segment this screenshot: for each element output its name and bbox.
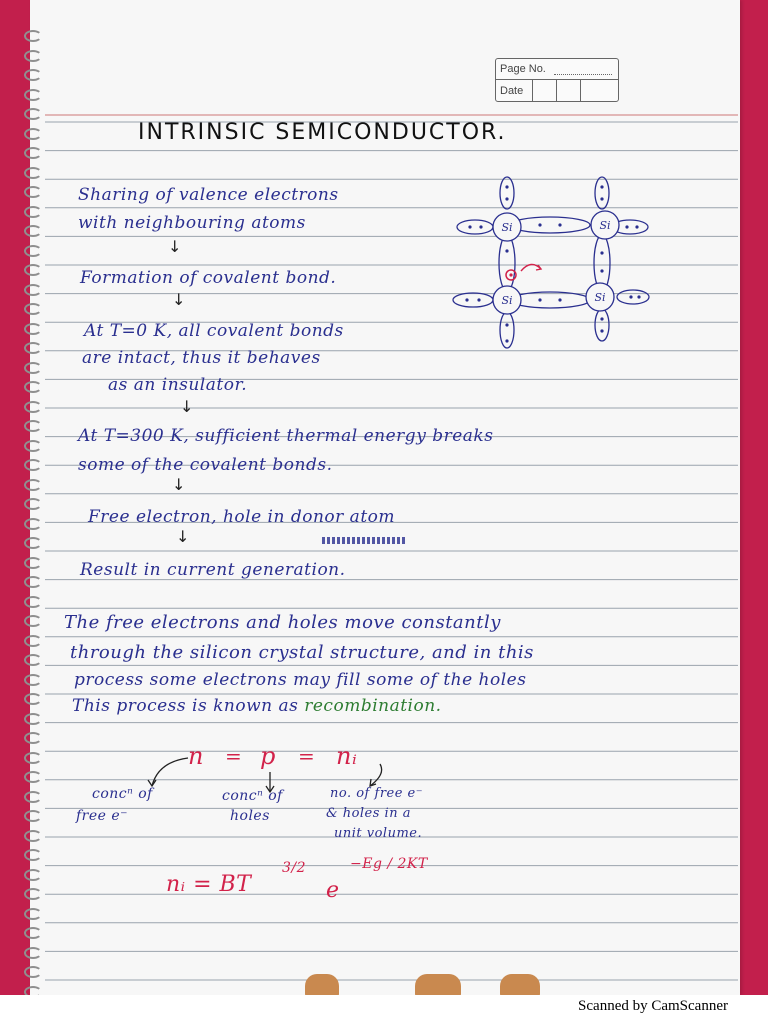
annot-ni-line3: unit volume. [334,826,423,841]
covalent-bond [595,177,609,209]
down-arrow-icon: ↓ [168,237,182,256]
paragraph-line4 [72,696,442,716]
eq-n: n [188,742,204,770]
formula-exponent-eg: −Eg / 2KT [350,856,428,872]
covalent-bond [453,293,493,307]
step6: Result in current generation. [80,560,346,580]
covalent-bond [499,235,515,291]
covalent-bond [500,177,514,209]
annot-ni-line2: & holes in a [326,806,411,821]
spiral-ring [24,674,42,686]
spiral-ring [24,752,42,764]
paragraph-line4-prefix: This process is known as [72,696,299,716]
scribble-mark [322,537,406,544]
spiral-ring [24,206,42,218]
annot-n-line1: concⁿ of [92,786,153,802]
covalent-bond [510,217,590,233]
spiral-ring [24,108,42,120]
spiral-ring [24,479,42,491]
spiral-ring [24,518,42,530]
spiral-ring [24,459,42,471]
spiral-ring [24,557,42,569]
spiral-ring [24,167,42,179]
step3-line2: are intact, thus it behaves [82,348,321,368]
paragraph-line3: process some electrons may fill some of the holes [74,670,527,690]
eq-equals: = [225,744,243,768]
step4-line2: some of the covalent bonds. [78,455,333,475]
spiral-ring [24,537,42,549]
formula-lhs: nᵢ = BT [166,872,252,897]
spiral-ring [24,830,42,842]
spiral-ring [24,381,42,393]
eq-equals: = [298,744,316,768]
spiral-ring [24,362,42,374]
atom-label: Si [501,221,513,234]
spiral-ring [24,732,42,744]
spiral-ring [24,771,42,783]
spiral-ring [24,50,42,62]
page-box-divider [496,79,618,80]
atom-label: Si [599,219,611,232]
page-no-blank [554,74,612,75]
spiral-ring [24,89,42,101]
spiral-ring [24,498,42,510]
down-arrow-icon: ↓ [172,290,186,309]
page-number-box [495,58,619,102]
covalent-bond [500,312,514,348]
spiral-ring [24,947,42,959]
step1-line1: Sharing of valence electrons [78,185,339,205]
eq-ni: nᵢ [336,742,358,770]
annot-ni-line1: no. of free e⁻ [330,786,424,801]
spiral-ring [24,440,42,452]
down-arrow-icon: ↓ [172,475,186,494]
covalent-bond [617,290,649,304]
spiral-ring [24,225,42,237]
spiral-ring [24,30,42,42]
spiral-ring [24,869,42,881]
page-no-label: Page No. [500,63,546,75]
spiral-ring [24,147,42,159]
date-cell-divider [532,79,533,101]
page-title: INTRINSIC SEMICONDUCTOR. [138,120,507,145]
annot-p-line1: concⁿ of [222,788,283,804]
spiral-ring [24,323,42,335]
spiral-ring [24,186,42,198]
step1-line2: with neighbouring atoms [78,213,306,233]
scanner-watermark: Scanned by CamScanner [578,998,728,1014]
eq-p: p [260,742,276,770]
covalent-bond [595,309,609,341]
annot-n-line2: free e⁻ [76,808,129,824]
spiral-ring [24,713,42,725]
date-label: Date [500,85,524,97]
spiral-ring [24,596,42,608]
spiral-ring [24,420,42,432]
covalent-bond [510,292,590,308]
spiral-ring [24,635,42,647]
spiral-ring [24,654,42,666]
spiral-ring [24,927,42,939]
spiral-ring [24,303,42,315]
spiral-ring [24,342,42,354]
recombination-term: recombination. [304,696,442,716]
spiral-ring [24,849,42,861]
down-arrow-icon: ↓ [176,527,190,546]
atom-label: Si [594,291,606,304]
spiral-ring [24,69,42,81]
spiral-ring [24,693,42,705]
spiral-ring [24,810,42,822]
spiral-ring [24,791,42,803]
spiral-ring [24,128,42,140]
spiral-ring [24,908,42,920]
date-cell-divider [580,79,581,101]
date-cell-divider [556,79,557,101]
formula-exponent-3-2: 3/2 [282,860,307,876]
spiral-ring [24,401,42,413]
step2: Formation of covalent bond. [80,268,337,288]
spiral-ring [24,264,42,276]
paragraph-line1: The free electrons and holes move constantly [64,612,501,633]
spiral-ring [24,615,42,627]
step3-line1: At T=0 K, all covalent bonds [84,321,344,341]
spiral-ring [24,888,42,900]
electron-dot [509,273,512,276]
spiral-ring [24,284,42,296]
annot-p-line2: holes [230,808,270,824]
silicon-lattice-diagram [445,175,655,355]
step4-line1: At T=300 K, sufficient thermal energy breaks [78,426,494,446]
step5: Free electron, hole in donor atom [88,507,396,527]
spiral-ring [24,245,42,257]
paragraph-line2: through the silicon crystal structure, and in this [70,642,534,663]
spiral-ring [24,576,42,588]
down-arrow-icon: ↓ [180,397,194,416]
formula-e: e [326,878,340,903]
step3-line3: as an insulator. [108,375,248,395]
spiral-ring [24,966,42,978]
atom-label: Si [501,294,513,307]
covalent-bond [457,220,493,234]
